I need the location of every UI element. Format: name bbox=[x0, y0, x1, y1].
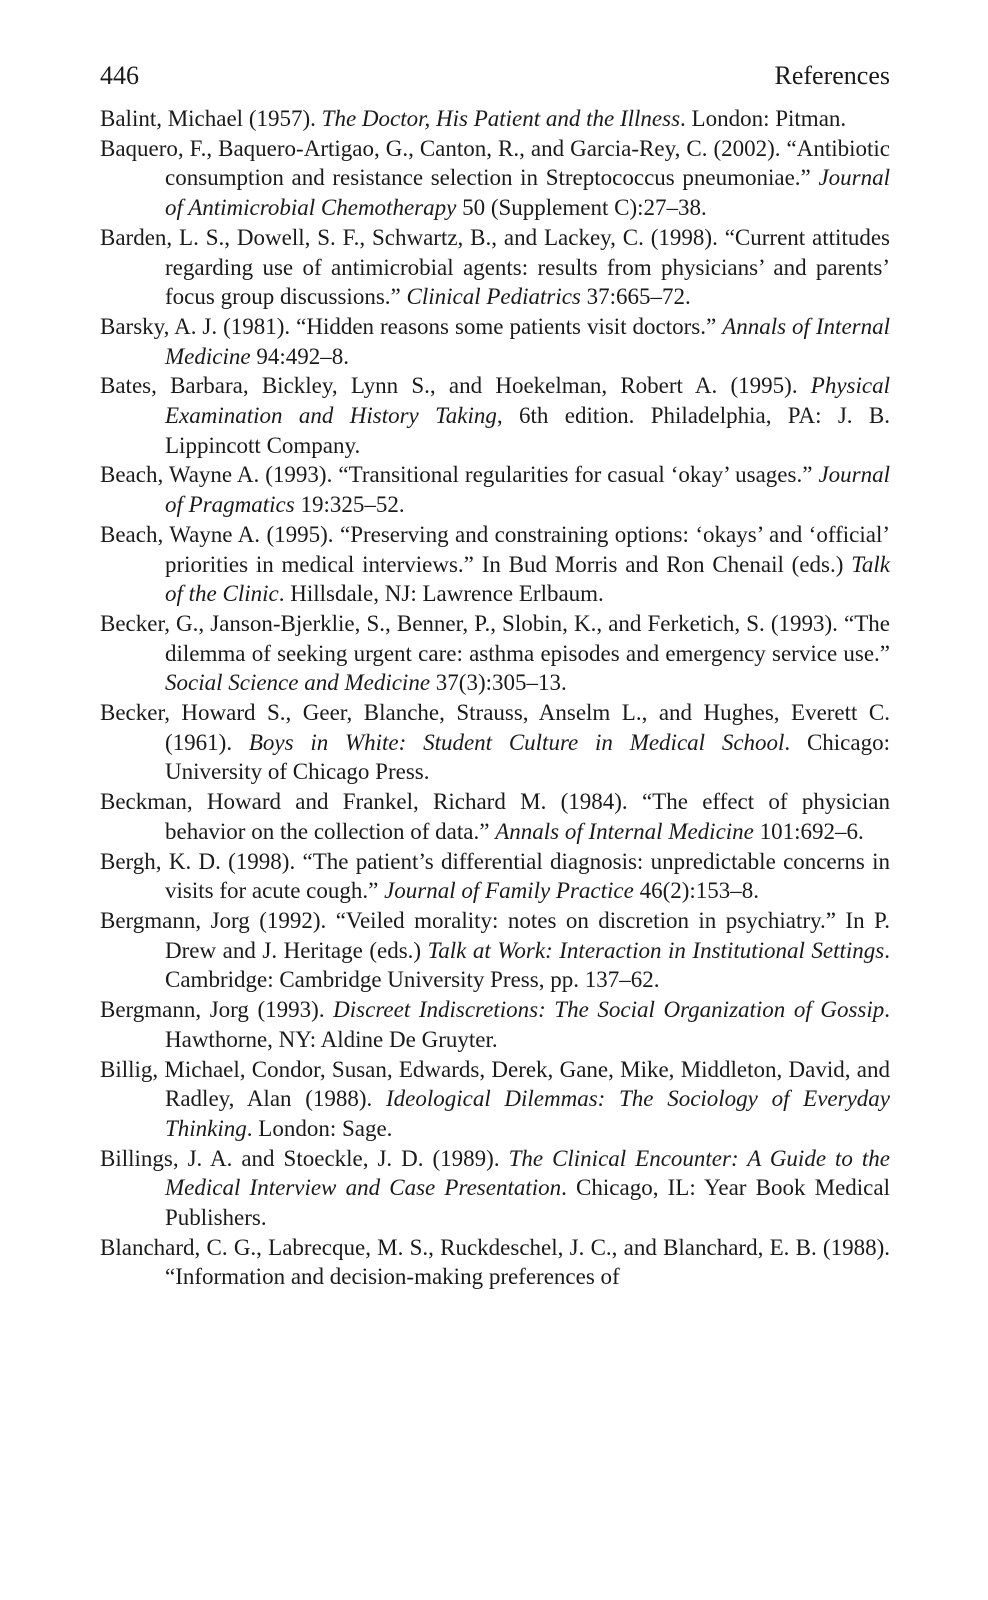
reference-entry: Barsky, A. J. (1981). “Hidden reasons some patients visit doctors.” Annals of Internal Medicine 94:492–8. bbox=[100, 313, 890, 369]
book-page bbox=[100, 60, 890, 1292]
reference-list bbox=[100, 104, 890, 1292]
reference-entry: Becker, G., Janson-Bjerklie, S., Benner, P., Slobin, K., and Ferketich, S. (1993). “The dilemma of seeking urgent care: asthma episodes and emergency service use.” Social Science and Medicine 37(3):305–13. bbox=[100, 610, 890, 696]
reference-entry: Balint, Michael (1957). The Doctor, His Patient and the Illness. London: Pitman. bbox=[100, 106, 847, 131]
reference-entry: Barden, L. S., Dowell, S. F., Schwartz, B., and Lackey, C. (1998). “Current attitudes regarding use of antimicrobial agents: results from physicians’ and parents’ focus group discussions.” Clinical Pediatrics 37:665–72. bbox=[100, 224, 890, 310]
reference-entry: Bergmann, Jorg (1993). Discreet Indiscretions: The Social Organization of Gossip. Hawthorne, NY: Aldine De Gruyter. bbox=[100, 997, 891, 1052]
reference-entry: Becker, Howard S., Geer, Blanche, Strauss, Anselm L., and Hughes, Everett C. (1961). Boys in White: Student Culture in Medical School. Chicago: University of Chicago Press. bbox=[100, 700, 890, 785]
reference-entry: Bergmann, Jorg (1992). “Veiled morality: notes on discretion in psychiatry.” In P. Drew and J. Heritage (eds.) Talk at Work: Interaction in Institutional Settings. Cambridge: Cambridge University Press, pp. 137–62. bbox=[100, 907, 891, 993]
page-number: 446 bbox=[100, 61, 139, 90]
reference-entry: Baquero, F., Baquero-Artigao, G., Canton, R., and Garcia-Rey, C. (2002). “Antibiotic consumption and resistance selection in Streptococcus pneumoniae.” Journal of Antimicrobial Chemotherapy 50 (Supplement C):27–38. bbox=[100, 135, 890, 221]
reference-entry: Billig, Michael, Condor, Susan, Edwards, Derek, Gane, Mike, Middleton, David, and Radley, Alan (1988). Ideological Dilemmas: The Sociology of Everyday Thinking. London: Sage. bbox=[100, 1056, 890, 1141]
running-head bbox=[100, 60, 890, 100]
reference-entry: Beach, Wayne A. (1995). “Preserving and constraining options: ‘okays’ and ‘official’ priorities in medical interviews.” In Bud Morris and Ron Chenail (eds.) Talk of the Clinic. Hillsdale, NJ: Lawrence Erlbaum. bbox=[100, 521, 890, 607]
reference-entry: Billings, J. A. and Stoeckle, J. D. (1989). The Clinical Encounter: A Guide to the Medical Interview and Case Presentation. Chicago, IL: Year Book Medical Publishers. bbox=[100, 1145, 890, 1231]
reference-entry: Bergh, K. D. (1998). “The patient’s differential diagnosis: unpredictable concerns in visits for acute cough.” Journal of Family Practice 46(2):153–8. bbox=[100, 848, 890, 904]
section-title: References bbox=[774, 61, 890, 90]
reference-entry: Beach, Wayne A. (1993). “Transitional regularities for casual ‘okay’ usages.” Journal of Pragmatics 19:325–52. bbox=[100, 462, 890, 518]
reference-entry: Beckman, Howard and Frankel, Richard M. (1984). “The effect of physician behavior on the collection of data.” Annals of Internal Medicine 101:692–6. bbox=[100, 789, 890, 844]
reference-entry: Bates, Barbara, Bickley, Lynn S., and Hoekelman, Robert A. (1995). Physical Examination and History Taking, 6th edition. Philadelphia, PA: J. B. Lippincott Company. bbox=[100, 373, 890, 458]
reference-entry: Blanchard, C. G., Labrecque, M. S., Ruckdeschel, J. C., and Blanchard, E. B. (1988). “Information and decision-making preferences of bbox=[100, 1234, 890, 1290]
